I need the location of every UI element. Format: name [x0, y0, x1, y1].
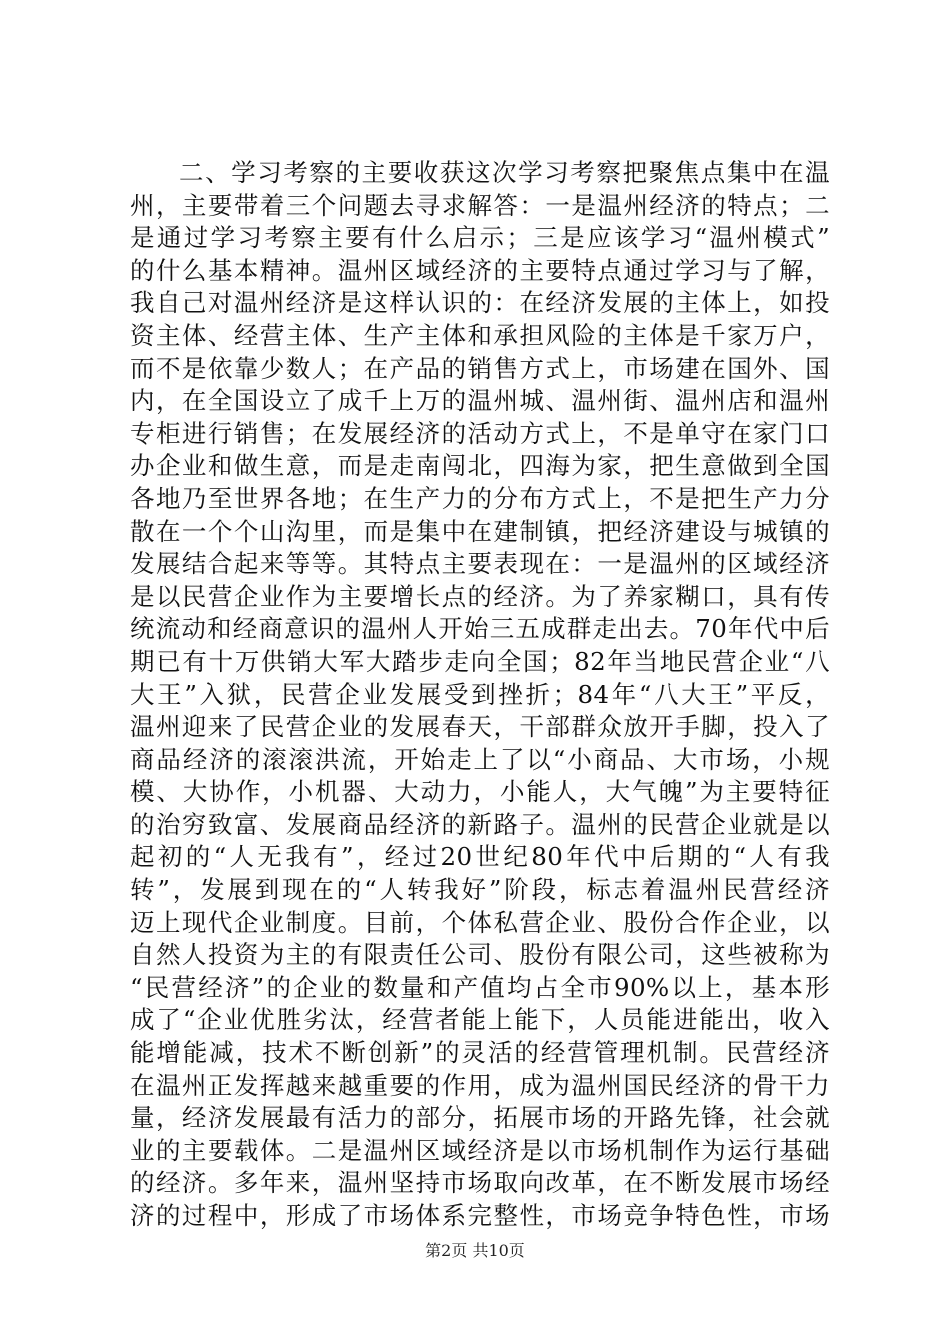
page-footer: 第2页 共10页 [425, 1241, 525, 1260]
text-line: 商品经济的滚滚洪流，开始走上了以“小商品、大市场，小规 [130, 744, 830, 774]
text-line: 专柜进行销售；在发展经济的活动方式上，不是单守在家门口 [130, 418, 830, 448]
text-line: 发展结合起来等等。其特点主要表现在：一是温州的区域经济 [130, 549, 830, 579]
text-line: 期已有十万供销大军大踏步走向全国；82年当地民营企业“八 [130, 646, 830, 676]
text-line: 量，经济发展最有活力的部分，拓展市场的开路先锋，社会就 [130, 1103, 830, 1133]
text-line: 各地乃至世界各地；在生产力的分布方式上，不是把生产力分 [130, 483, 830, 513]
text-line: 而不是依靠少数人；在产品的销售方式上，市场建在国外、国 [130, 353, 830, 383]
text-line: 模、大协作，小机器、大动力，小能人，大气魄”为主要特征 [130, 777, 830, 807]
text-line: 能增能减，技术不断创新”的灵活的经营管理机制。民营经济 [130, 1038, 830, 1068]
text-line: 起初的“人无我有”，经过20世纪80年代中后期的“人有我 [130, 842, 830, 872]
text-line: 在温州正发挥越来越重要的作用，成为温州国民经济的骨干力 [130, 1070, 830, 1100]
text-line: 转”，发展到现在的“人转我好”阶段，标志着温州民营经济 [130, 875, 830, 905]
text-line: 温州迎来了民营企业的发展春天，干部群众放开手脚，投入了 [130, 712, 830, 742]
text-line: 业的主要载体。二是温州区域经济是以市场机制作为运行基础 [130, 1135, 830, 1165]
text-line: 内，在全国设立了成千上万的温州城、温州街、温州店和温州 [130, 386, 830, 416]
text-line: 州，主要带着三个问题去寻求解答：一是温州经济的特点；二 [130, 190, 830, 220]
text-line: 济的过程中，形成了市场体系完整性，市场竞争特色性，市场 [130, 1201, 830, 1230]
text-line: 成了“企业优胜劣汰，经营者能上能下，人员能进能出，收入 [130, 1005, 830, 1035]
text-line: 资主体、经营主体、生产主体和承担风险的主体是千家万户， [130, 320, 830, 350]
text-line: 是以民营企业作为主要增长点的经济。为了养家糊口，具有传 [130, 581, 830, 611]
text-line: 二、学习考察的主要收获这次学习考察把聚焦点集中在温 [179, 158, 830, 187]
text-line: 的治穷致富、发展商品经济的新路子。温州的民营企业就是以 [130, 809, 830, 839]
body-paragraph [130, 157, 830, 1233]
text-line: 统流动和经商意识的温州人开始三五成群走出去。70年代中后 [130, 614, 830, 644]
text-line: 散在一个个山沟里，而是集中在建制镇，把经济建设与城镇的 [130, 516, 830, 546]
text-line: 迈上现代企业制度。目前，个体私营企业、股份合作企业，以 [130, 907, 830, 937]
text-line: 的什么基本精神。温州区域经济的主要特点通过学习与了解， [130, 255, 830, 285]
text-line: 自然人投资为主的有限责任公司、股份有限公司，这些被称为 [130, 940, 830, 970]
text-line: “民营经济”的企业的数量和产值均占全市90%以上，基本形 [130, 972, 830, 1002]
text-line: 我自己对温州经济是这样认识的：在经济发展的主体上，如投 [130, 288, 830, 318]
text-line: 是通过学习考察主要有什么启示；三是应该学习“温州模式” [130, 223, 830, 253]
text-line: 大王”入狱，民营企业发展受到挫折；84年“八大王”平反， [130, 679, 830, 709]
text-line: 的经济。多年来，温州坚持市场取向改革，在不断发展市场经 [130, 1168, 830, 1198]
text-line: 办企业和做生意，而是走南闯北，四海为家，把生意做到全国 [130, 451, 830, 481]
